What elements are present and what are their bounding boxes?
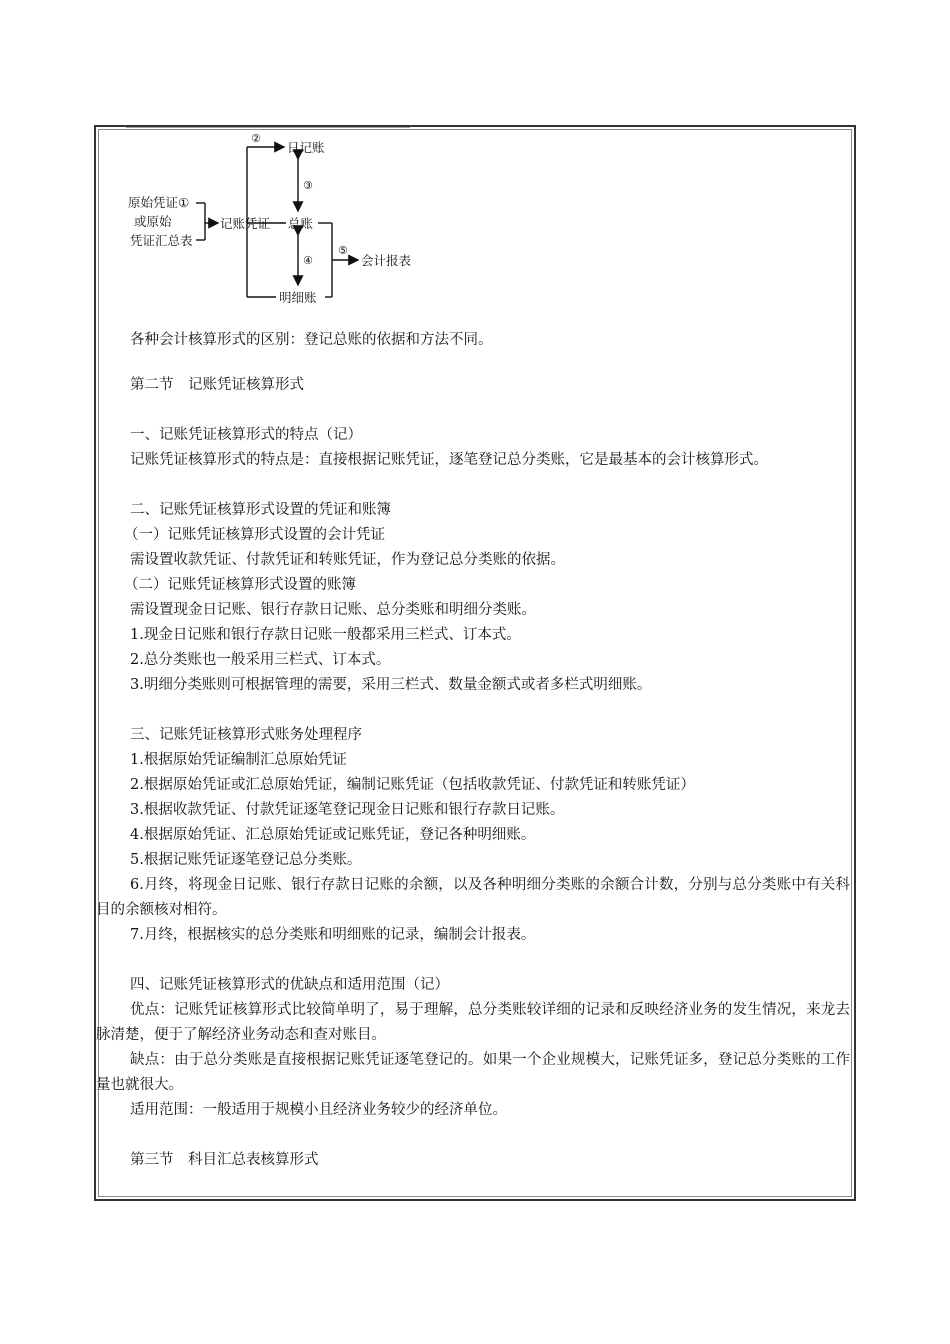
diagram-step3: ③: [303, 179, 313, 192]
diagram-step4: ④: [303, 254, 313, 267]
heading-3-item3: 3.根据收款凭证、付款凭证逐笔登记现金日记账和银行存款日记账。: [130, 802, 565, 818]
heading-3-item1: 1.根据原始凭证编制汇总原始凭证: [130, 752, 347, 768]
heading-4: 四、记账凭证核算形式的优缺点和适用范围（记）: [130, 977, 449, 993]
section2-title: 第二节 记账凭证核算形式: [130, 377, 304, 393]
heading-2: 二、记账凭证核算形式设置的凭证和账簿: [130, 502, 391, 518]
diagram-source-line3: 凭证汇总表: [130, 233, 193, 248]
heading-2-sub1-text: 需设置收款凭证、付款凭证和转账凭证，作为登记总分类账的依据。: [130, 552, 565, 568]
diagram-step5: ⑤: [338, 244, 348, 257]
heading-2-item3: 3.明细分类账则可根据管理的需要，采用三栏式、数量金额式或者多栏式明细账。: [130, 677, 652, 693]
diagram-step2: ②: [251, 132, 261, 145]
heading-2-item2: 2.总分类账也一般采用三栏式、订本式。: [130, 652, 391, 668]
heading-4-scope: 适用范围：一般适用于规模小且经济业务较少的经济单位。: [130, 1102, 507, 1118]
paragraph-difference: 各种会计核算形式的区别：登记总账的依据和方法不同。: [130, 332, 493, 348]
accounting-flow-diagram: [100, 127, 420, 307]
document-body: [96, 328, 850, 1173]
heading-4-cons: 缺点：由于总分类账是直接根据记账凭证逐笔登记的。如果一个企业规模大，记账凭证多，登记总分类账的工作量也就很大。: [96, 1052, 850, 1093]
heading-3: 三、记账凭证核算形式账务处理程序: [130, 727, 362, 743]
diagram-report: 会计报表: [361, 253, 412, 268]
heading-2-sub1: （一）记账凭证核算形式设置的会计凭证: [124, 527, 385, 543]
diagram-voucher: 记账凭证: [220, 216, 271, 231]
heading-1: 一、记账凭证核算形式的特点（记）: [130, 427, 362, 443]
diagram-general-ledger: 总账: [288, 216, 314, 231]
heading-2-sub2-text: 需设置现金日记账、银行存款日记账、总分类账和明细分类账。: [130, 602, 536, 618]
diagram-source-line2: 或原始: [134, 214, 172, 229]
heading-3-item4: 4.根据原始凭证、汇总原始凭证或记账凭证，登记各种明细账。: [130, 827, 536, 843]
heading-4-pros: 优点：记账凭证核算形式比较简单明了，易于理解，总分类账较详细的记录和反映经济业务的发生情况，来龙去脉清楚，便于了解经济业务动态和查对账目。: [96, 1002, 850, 1043]
heading-2-sub2: （二）记账凭证核算形式设置的账簿: [124, 577, 356, 593]
heading-3-item6: 6.月终，将现金日记账、银行存款日记账的余额，以及各种明细分类账的余额合计数，分别与总分类账中有关科目的余额核对相符。: [96, 877, 850, 918]
heading-3-item7: 7.月终，根据核实的总分类账和明细账的记录，编制会计报表。: [130, 927, 536, 943]
heading-3-item5: 5.根据记账凭证逐笔登记总分类账。: [130, 852, 362, 868]
diagram-subsidiary-ledger: 明细账: [279, 290, 317, 305]
heading-1-text: 记账凭证核算形式的特点是：直接根据记账凭证，逐笔登记总分类账，它是最基本的会计核算形式。: [130, 452, 768, 468]
heading-3-item2: 2.根据原始凭证或汇总原始凭证，编制记账凭证（包括收款凭证、付款凭证和转账凭证）: [130, 777, 695, 793]
diagram-source-line1: 原始凭证①: [128, 195, 190, 210]
heading-2-item1: 1.现金日记账和银行存款日记账一般都采用三栏式、订本式。: [130, 627, 521, 643]
diagram-journal: 日记账: [287, 140, 325, 155]
section3-title: 第三节 科目汇总表核算形式: [130, 1152, 319, 1168]
